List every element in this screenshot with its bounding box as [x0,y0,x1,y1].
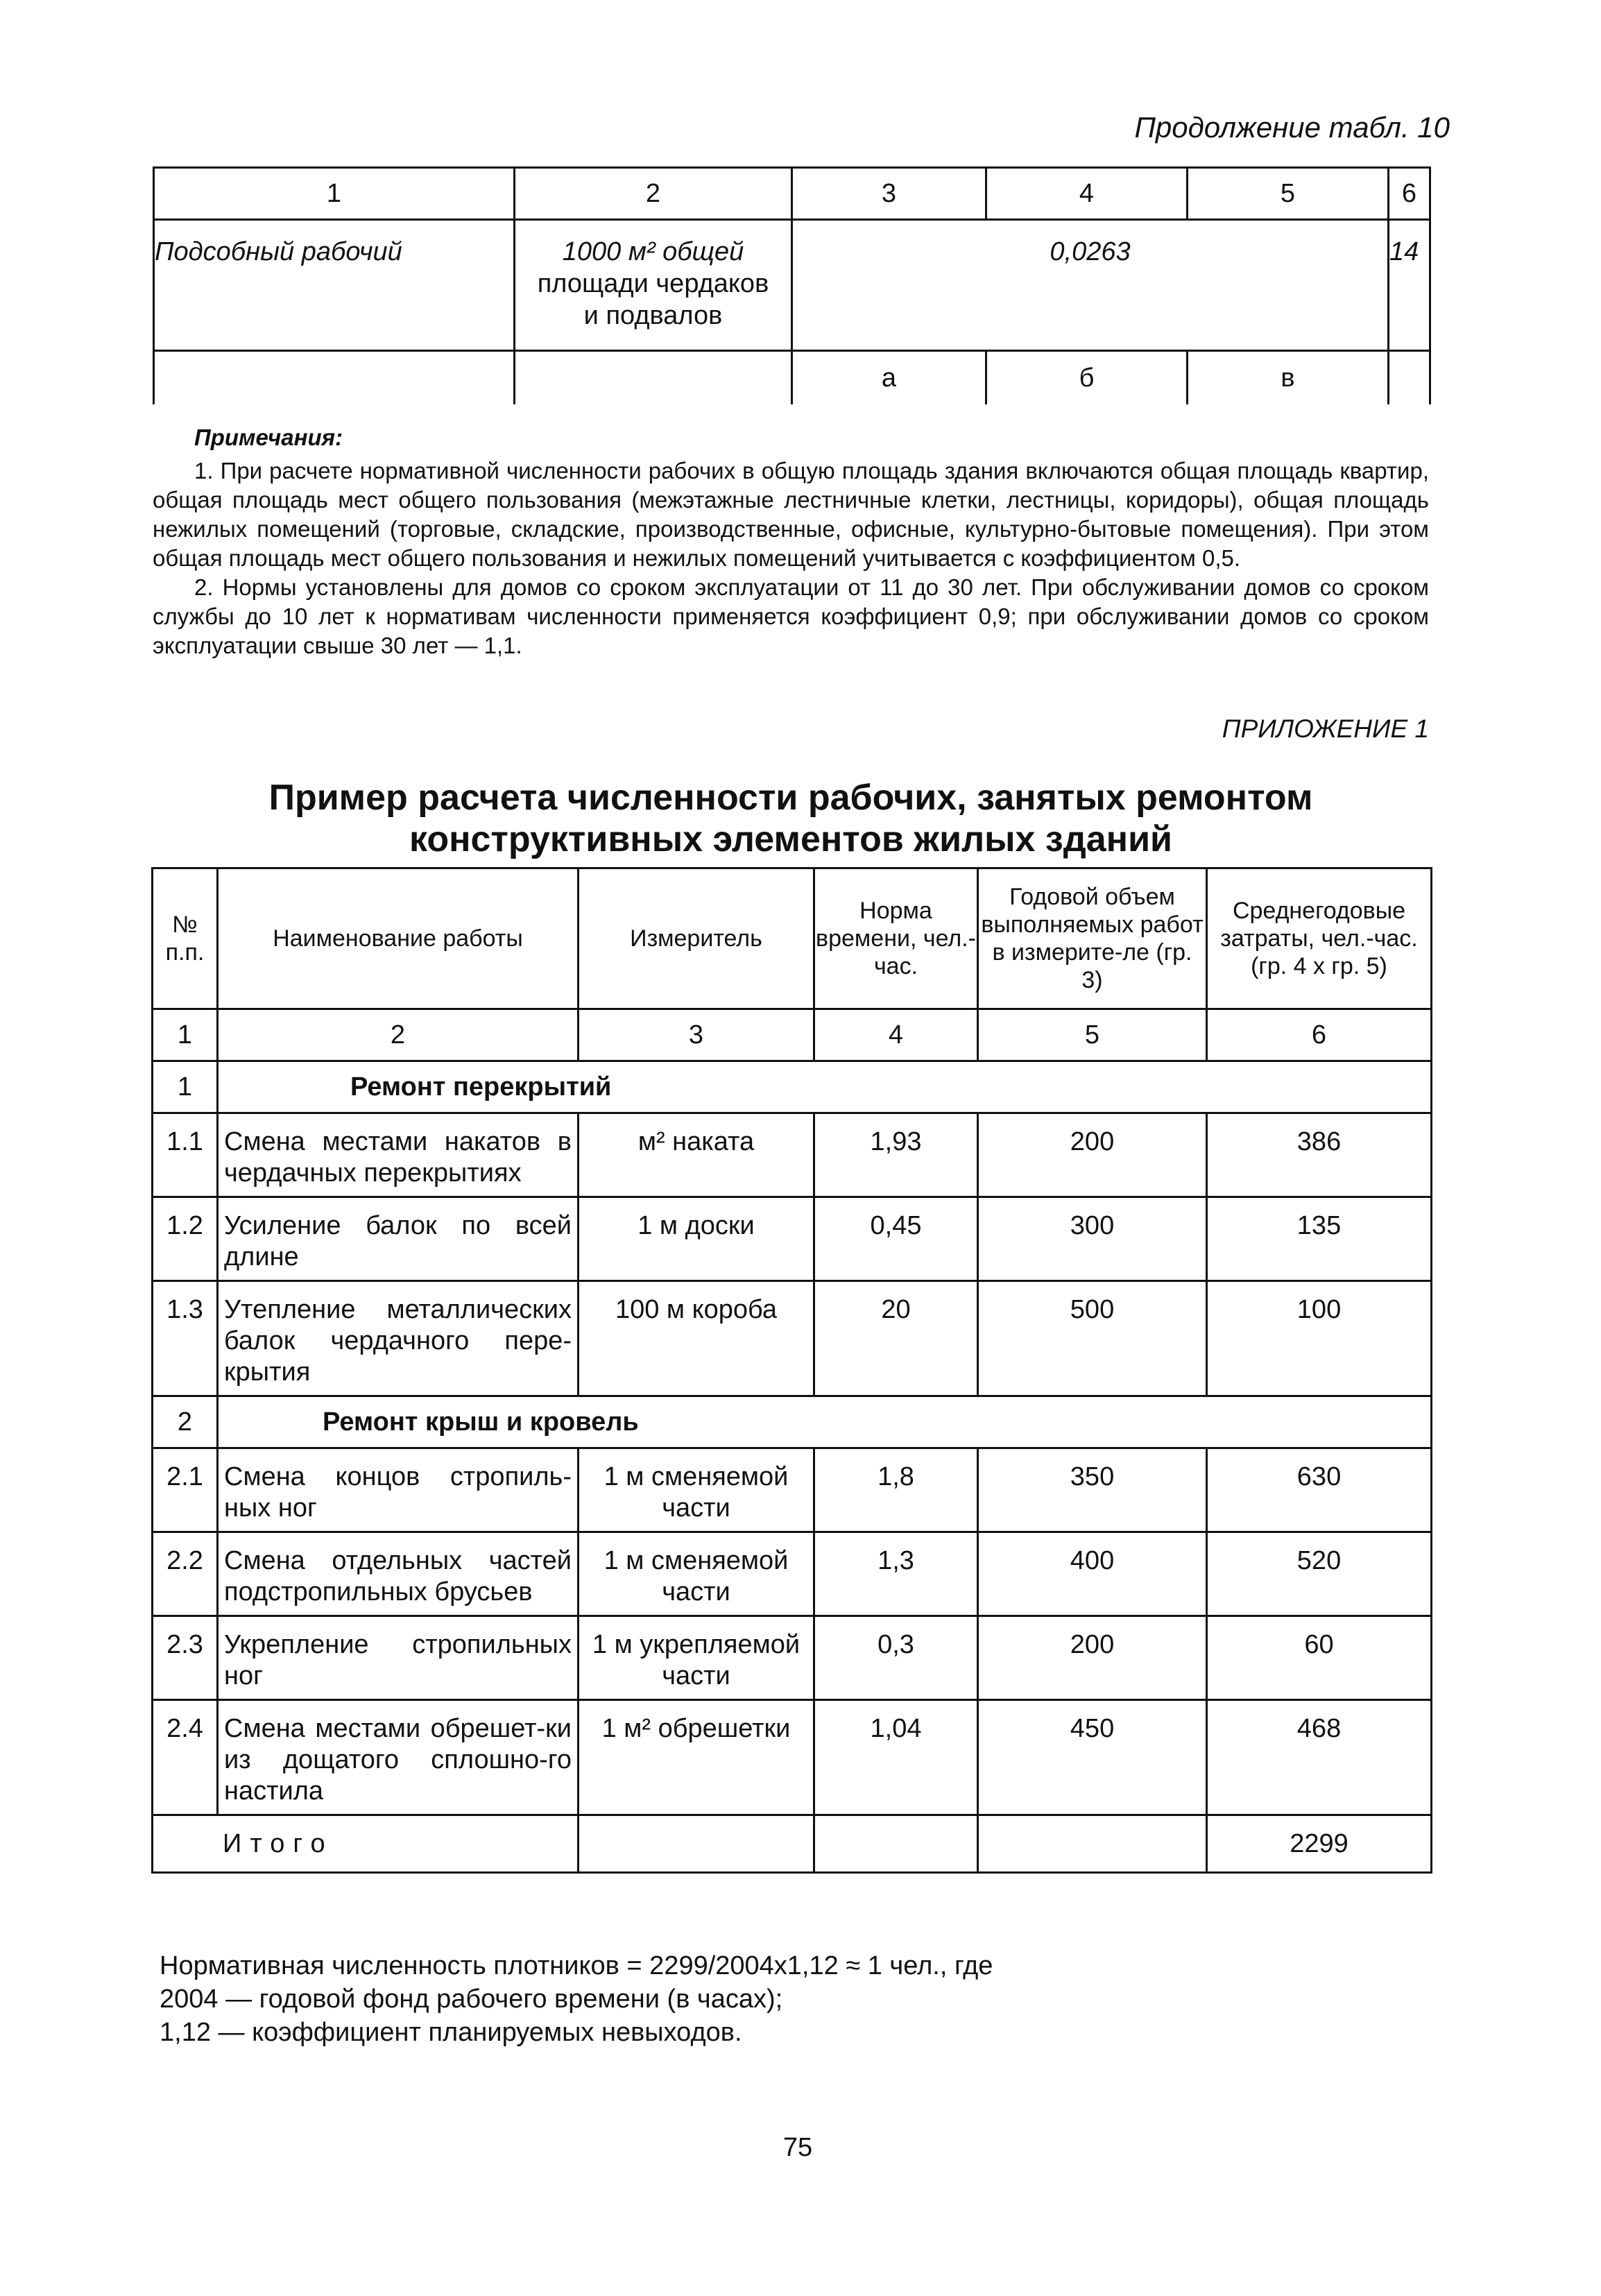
cost: 100 [1207,1281,1432,1396]
col-number: 5 [978,1009,1207,1061]
measure-line: площади чердаков [537,269,769,298]
worker-cell [154,220,515,351]
table-row [153,1532,1432,1616]
col-header: Наименование работы [218,868,579,1009]
appendix-label: ПРИЛОЖЕНИЕ 1 [1222,714,1429,743]
measure-line: и подвалов [583,301,723,330]
col-header: 1 [154,168,515,220]
work-name: Укрепление стропильных ног [218,1616,579,1700]
formula-line: 2004 — годовой фонд рабочего времени (в часах); [160,1985,783,2014]
work-name: Смена отдельных частей подстропильных брусьев [218,1532,579,1616]
formula-block [160,1949,1436,2049]
cost: 520 [1207,1532,1432,1616]
work-name: Утепление металлических балок чердачного пере-крытия [218,1281,579,1396]
cost: 630 [1207,1448,1432,1532]
row-number: 2.1 [153,1448,218,1532]
total-row [153,1815,1432,1873]
title-line: Пример расчета численности рабочих, занятых ремонтом [268,778,1313,818]
page-number: 75 [782,2133,813,2162]
total-value: 2299 [1207,1815,1432,1873]
table-row [153,1281,1432,1396]
row-number: 1.1 [153,1113,218,1197]
cost: 386 [1207,1113,1432,1197]
col-header: Годовой объем выполняемых работ в измерите-ле (гр. 3) [978,868,1207,1009]
volume: 350 [978,1448,1207,1532]
work-name: Смена концов стропиль-ных ног [218,1448,579,1532]
col-number: 6 [1207,1009,1432,1061]
empty-cell [978,1815,1207,1873]
sub-label: а [792,351,986,405]
work-name: Смена местами обрешет-ки из дощатого сплошно-го настила [218,1700,579,1815]
col-header: Среднегодовые затраты, чел.-час. (гр. 4 х гр. 5) [1207,868,1432,1009]
col-number: 2 [218,1009,579,1061]
cost: 135 [1207,1197,1432,1281]
col-header: 5 [1188,168,1389,220]
worker-name: Подсобный рабочий [155,237,402,266]
norm: 1,93 [814,1113,978,1197]
volume: 200 [978,1616,1207,1700]
section-name: Ремонт крыш и кровель [218,1396,1432,1448]
col-header: 6 [1389,168,1430,220]
norm: 0,3 [814,1616,978,1700]
volume: 400 [978,1532,1207,1616]
table-row [153,1113,1432,1197]
measure: 100 м короба [579,1281,814,1396]
volume: 300 [978,1197,1207,1281]
row-number: 1.3 [153,1281,218,1396]
col-header: 3 [792,168,986,220]
col-header: Измеритель [579,868,814,1009]
col6-cell: 14 [1389,220,1430,351]
formula-line: 1,12 — коэффициент планируемых невыходов. [160,2018,742,2047]
section-name: Ремонт перекрытий [218,1061,1432,1113]
table-row [153,1197,1432,1281]
continuation-header-row [154,168,1430,220]
row-number: 2.4 [153,1700,218,1815]
column-number-row [153,1009,1432,1061]
section-number: 2 [153,1396,218,1448]
continuation-caption: Продолжение табл. 10 [1134,111,1450,144]
cost: 468 [1207,1700,1432,1815]
norm: 1,04 [814,1700,978,1815]
title-line: конструктивных элементов жилых зданий [409,819,1173,859]
continuation-table [153,166,1431,404]
col-number: 4 [814,1009,978,1061]
col-header: Норма времени, чел.-час. [814,868,978,1009]
notes-title: Примечания: [194,425,343,450]
measure: 1 м доски [579,1197,814,1281]
row-number: 1.2 [153,1197,218,1281]
col-header: № п.п. [153,868,218,1009]
measure: 1 м² обрешетки [579,1700,814,1815]
empty-cell [1389,351,1430,405]
section-row [153,1061,1432,1113]
formula-line: Нормативная численность плотников = 2299/2004х1,12 ≈ 1 чел., где [160,1951,993,1980]
norm: 20 [814,1281,978,1396]
work-name: Усиление балок по всей длине [218,1197,579,1281]
volume: 500 [978,1281,1207,1396]
table-row [154,220,1430,351]
col-number: 1 [153,1009,218,1061]
calculation-table [151,867,1432,1874]
table-row [153,1448,1432,1532]
measure: 1 м сменяемой части [579,1532,814,1616]
cost: 60 [1207,1616,1432,1700]
table-row [153,1700,1432,1815]
note-1: 1. При расчете нормативной численности рабочих в общую площадь здания включаются общая площадь квартир, общая площадь мест общего пользования (межэтажные лестничные клетки, лестницы, коридоры), общая площадь нежилых помещений (торговые, складские, производственные, офисные, культурно-бытовые помещения). При этом общая площадь мест общего пользования и нежилых помещений учитывается с коэффициентом 0,5. [153,458,1429,571]
measure: 1 м укрепляемой части [579,1616,814,1700]
header-row [153,868,1432,1009]
row-number: 2.3 [153,1616,218,1700]
norm: 0,45 [814,1197,978,1281]
col-header: 2 [515,168,792,220]
measure-line: 1000 м² общей [562,237,744,266]
row-number: 2.2 [153,1532,218,1616]
empty-cell [154,351,515,405]
sub-header-row [154,351,1430,405]
volume: 200 [978,1113,1207,1197]
notes-block [153,423,1429,660]
volume: 450 [978,1700,1207,1815]
sub-label: в [1188,351,1389,405]
col-number: 3 [579,1009,814,1061]
empty-cell [814,1815,978,1873]
total-label: Итого [153,1815,579,1873]
norm-cell: 0,0263 [792,220,1389,351]
page-title [153,777,1429,860]
measure: 1 м сменяемой части [579,1448,814,1532]
empty-cell [579,1815,814,1873]
note-2: 2. Нормы установлены для домов со сроком эксплуатации от 11 до 30 лет. При обслуживании домов со сроком службы до 10 лет к нормативам численности применяется коэффициент 0,9; при обслуживании домов со сроком эксплуатации свыше 30 лет — 1,1. [153,574,1429,658]
empty-cell [515,351,792,405]
section-number: 1 [153,1061,218,1113]
col-header: 4 [986,168,1188,220]
section-row [153,1396,1432,1448]
measure: м² наката [579,1113,814,1197]
table-row [153,1616,1432,1700]
norm: 1,3 [814,1532,978,1616]
norm: 1,8 [814,1448,978,1532]
measure-cell [515,220,792,351]
sub-label: б [986,351,1188,405]
work-name: Смена местами накатов в чердачных перекрытиях [218,1113,579,1197]
